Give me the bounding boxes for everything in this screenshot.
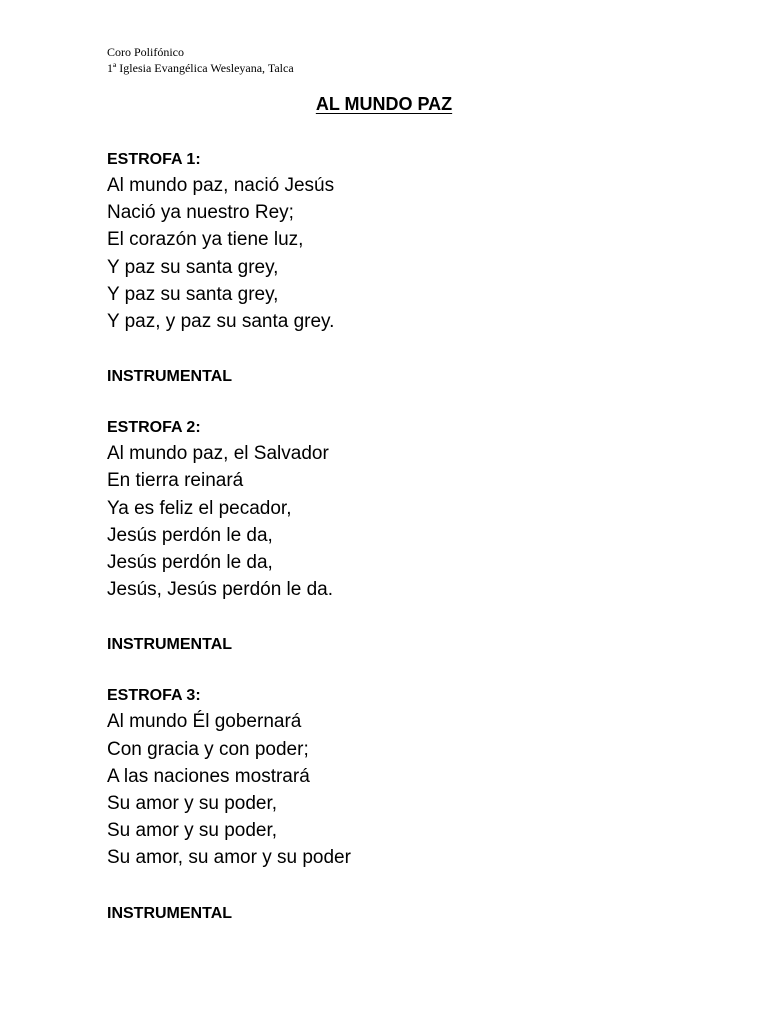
verse-line: El corazón ya tiene luz,: [107, 229, 304, 251]
verse-line: A las naciones mostrará: [107, 765, 310, 787]
verse-3: [107, 686, 707, 871]
document-header: [107, 44, 294, 76]
song-title-text: AL MUNDO PAZ: [315, 94, 453, 114]
verse-line: Ya es feliz el pecador,: [107, 497, 292, 519]
verse-label: ESTROFA 2:: [107, 419, 201, 437]
song-body: [107, 150, 707, 924]
verse-line: En tierra reinará: [107, 470, 244, 492]
verse-line: Su amor, su amor y su poder: [107, 847, 351, 869]
verse-line: Jesús perdón le da,: [107, 552, 273, 574]
church-name: 1ª Iglesia Evangélica Wesleyana, Talca: [107, 61, 294, 75]
verse-line: Su amor y su poder,: [107, 793, 278, 815]
verse-1: [107, 150, 707, 335]
verse-label: ESTROFA 1:: [107, 151, 201, 168]
verse-line: Y paz su santa grey,: [107, 256, 279, 278]
verse-lines: [107, 708, 707, 871]
verse-2: [107, 418, 707, 603]
verse-line: Jesús perdón le da,: [107, 524, 273, 546]
instrumental-marker: INSTRUMENTAL: [107, 904, 233, 922]
verse-line: Con gracia y con poder;: [107, 738, 309, 760]
instrumental-marker: INSTRUMENTAL: [107, 636, 233, 654]
verse-line: Su amor y su poder,: [107, 820, 278, 842]
verse-lines: [107, 172, 707, 335]
verse-lines: [107, 440, 707, 603]
choir-name: Coro Polifónico: [107, 45, 184, 59]
verse-line: Al mundo paz, nació Jesús: [107, 175, 335, 196]
verse-line: Y paz, y paz su santa grey.: [107, 311, 335, 333]
verse-line: Nació ya nuestro Rey;: [107, 202, 294, 224]
song-title: [0, 93, 768, 115]
verse-line: Al mundo paz, el Salvador: [107, 443, 329, 465]
verse-label: ESTROFA 3:: [107, 687, 201, 705]
verse-line: Al mundo Él gobernará: [107, 711, 302, 733]
instrumental-marker: INSTRUMENTAL: [107, 368, 233, 386]
verse-line: Jesús, Jesús perdón le da.: [107, 579, 334, 601]
verse-line: Y paz su santa grey,: [107, 283, 279, 305]
